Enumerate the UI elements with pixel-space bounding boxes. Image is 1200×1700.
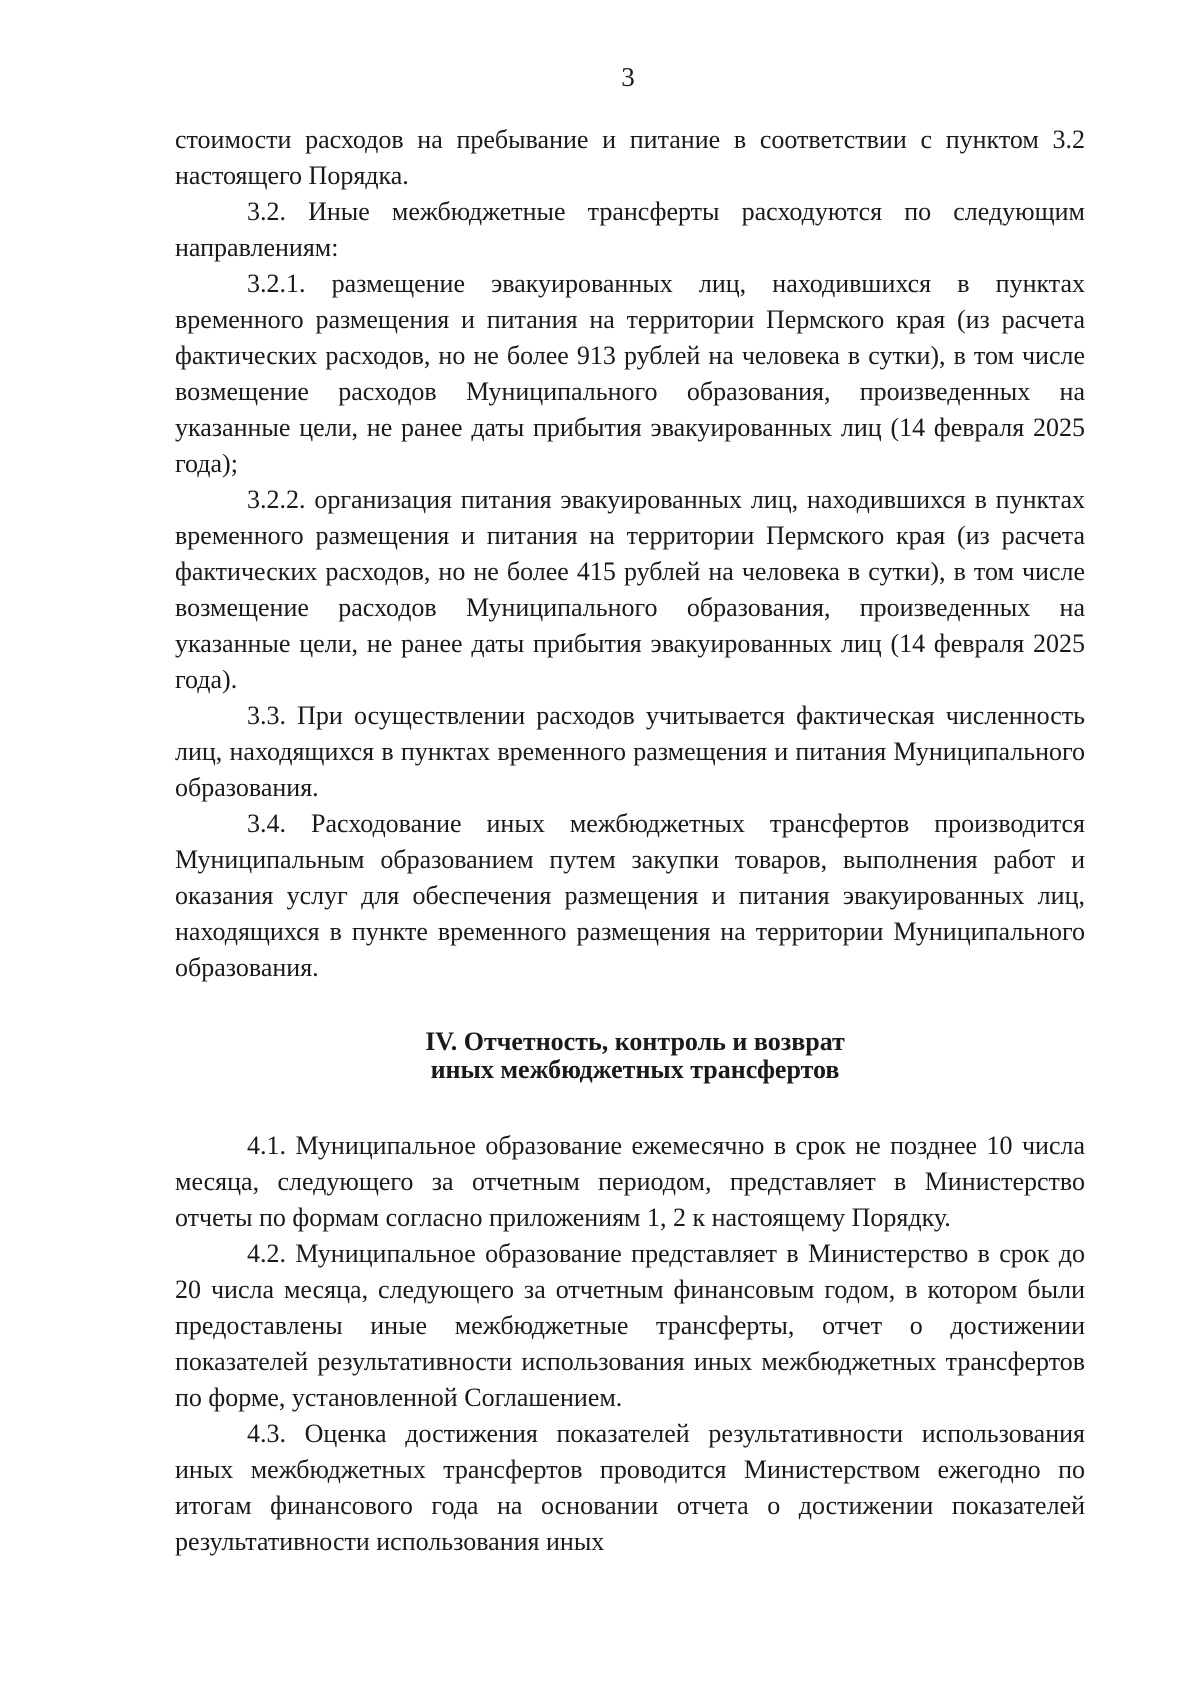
paragraph-3-4: 3.4. Расходование иных межбюджетных трансфертов производится Муниципальным образованием путем закупки товаров, выполнения работ и оказания услуг для обеспечения размещения и питания эвакуированных лиц, находящихся в пункте временного размещения на территории Муниципального образования.	[175, 809, 1085, 982]
paragraph-3-2: 3.2. Иные межбюджетные трансферты расходуются по следующим направлениям:	[175, 197, 1085, 262]
section-heading	[175, 1028, 1085, 1084]
paragraph-4-3: 4.3. Оценка достижения показателей результативности использования иных межбюджетных трансфертов проводится Министерством ежегодно по итогам финансового года на основании отчета о достижении показателей результативности использования иных	[175, 1419, 1085, 1556]
paragraph-3-3: 3.3. При осуществлении расходов учитывается фактическая численность лиц, находящихся в пунктах временного размещения и питания Муниципального образования.	[175, 701, 1085, 802]
paragraph-4-2: 4.2. Муниципальное образование представляет в Министерство в срок до 20 числа месяца, следующего за отчетным финансовым годом, в котором были предоставлены иные межбюджетные трансферты, отчет о достижении показателей результативности использования иных межбюджетных трансфертов по форме, установленной Соглашением.	[175, 1239, 1085, 1412]
paragraph-3-2-1: 3.2.1. размещение эвакуированных лиц, находившихся в пунктах временного размещения и питания на территории Пермского края (из расчета фактических расходов, но не более 913 рублей на человека в сутки), в том числе возмещение расходов Муниципального образования, произведенных на указанные цели, не ранее даты прибытия эвакуированных лиц (14 февраля 2025 года);	[175, 269, 1085, 478]
page-number: 3	[621, 62, 635, 92]
section-heading-line-2: иных межбюджетных трансфертов	[430, 1055, 840, 1084]
paragraph-4-1: 4.1. Муниципальное образование ежемесячно в срок не позднее 10 числа месяца, следующего за отчетным периодом, представляет в Министерство отчеты по формам согласно приложениям 1, 2 к настоящему Порядку.	[175, 1131, 1085, 1232]
section-heading-line-1: IV. Отчетность, контроль и возврат	[425, 1027, 845, 1056]
paragraph-3-2-2: 3.2.2. организация питания эвакуированных лиц, находившихся в пунктах временного размещения и питания на территории Пермского края (из расчета фактических расходов, но не более 415 рублей на человека в сутки), в том числе возмещение расходов Муниципального образования, произведенных на указанные цели, не ранее даты прибытия эвакуированных лиц (14 февраля 2025 года).	[175, 485, 1085, 694]
document-body	[175, 122, 1085, 1560]
paragraph-continuation: стоимости расходов на пребывание и питание в соответствии с пунктом 3.2 настоящего Порядка.	[175, 125, 1085, 190]
